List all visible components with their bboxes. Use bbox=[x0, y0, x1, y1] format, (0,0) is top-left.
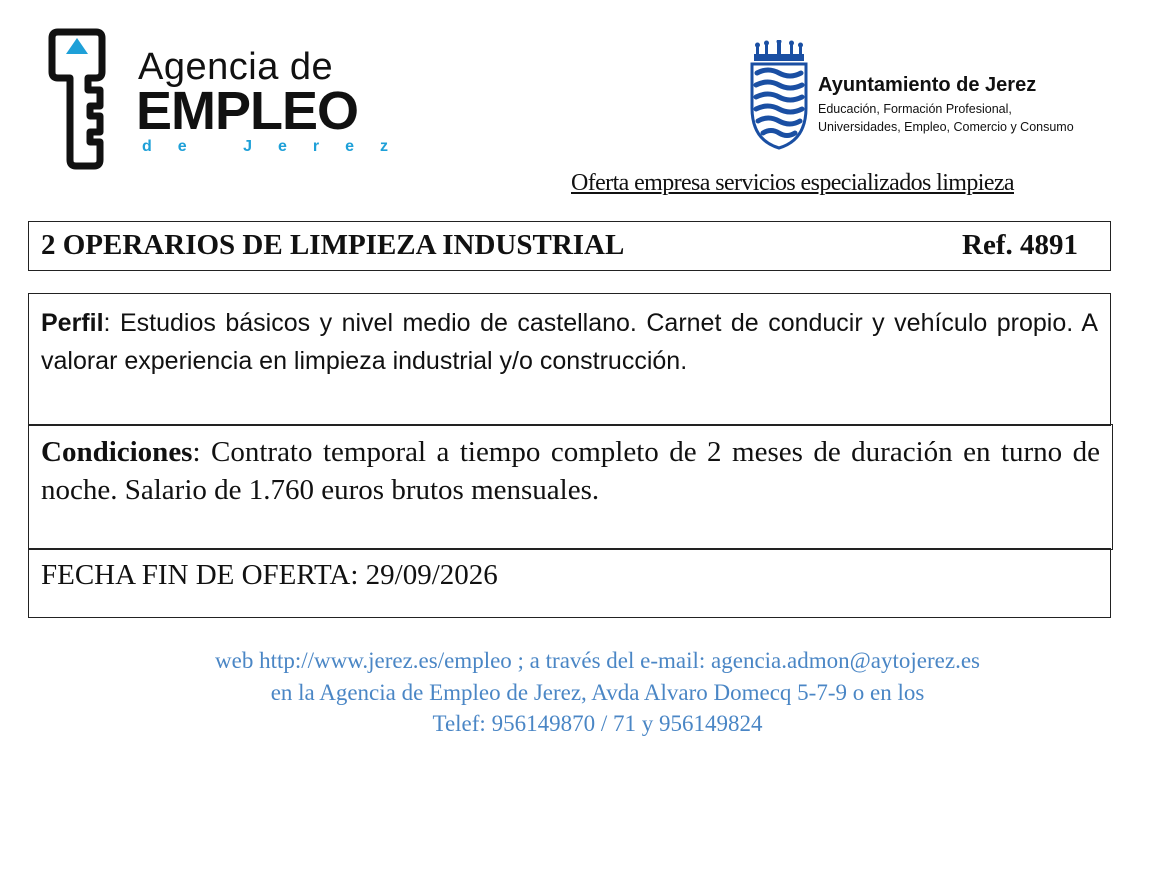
job-title: 2 OPERARIOS DE LIMPIEZA INDUSTRIAL bbox=[41, 229, 625, 261]
logo-text-empleo: EMPLEO bbox=[136, 81, 359, 141]
perfil-label: Perfil bbox=[41, 309, 104, 337]
condiciones-label: Condiciones bbox=[41, 436, 193, 468]
fecha-box bbox=[28, 548, 1111, 618]
crest-icon bbox=[748, 40, 810, 152]
logo-text-jerez: de Jerez bbox=[142, 138, 415, 155]
offer-subtitle: Oferta empresa servicios especializados limpieza bbox=[571, 170, 1014, 196]
condiciones-paragraph bbox=[41, 433, 1100, 509]
perfil-text: : Estudios básicos y nivel medio de castellano. Carnet de conducir y vehículo propio. A valorar experiencia en limpieza industrial y/o construcción. bbox=[41, 309, 1098, 375]
condiciones-text: : Contrato temporal a tiempo completo de 2 meses de duración en turno de noche. Salario de 1.760 euros brutos mensuales. bbox=[41, 436, 1100, 506]
contact-web-email: web http://www.jerez.es/empleo ; a través del e-mail: agencia.admon@aytojerez.es bbox=[215, 648, 980, 673]
ayuntamiento-sub2: Universidades, Empleo, Comercio y Consumo bbox=[818, 120, 1074, 134]
ayuntamiento-title: Ayuntamiento de Jerez bbox=[818, 74, 1037, 96]
key-icon bbox=[44, 28, 114, 174]
agencia-empleo-logo bbox=[44, 28, 415, 174]
perfil-box bbox=[28, 293, 1111, 426]
contact-phone: Telef: 956149870 / 71 y 956149824 bbox=[432, 711, 763, 736]
job-title-box bbox=[28, 221, 1111, 271]
condiciones-box bbox=[28, 424, 1113, 550]
fecha-fin-oferta: FECHA FIN DE OFERTA: 29/09/2026 bbox=[41, 559, 498, 591]
contact-address: en la Agencia de Empleo de Jerez, Avda Alvaro Domecq 5-7-9 o en los bbox=[270, 680, 925, 705]
ayuntamiento-sub1: Educación, Formación Profesional, bbox=[818, 102, 1012, 116]
perfil-paragraph bbox=[41, 304, 1098, 380]
logo-text-agencia: Agencia de bbox=[138, 46, 334, 88]
ayuntamiento-logo bbox=[744, 40, 1104, 152]
job-ref: Ref. 4891 bbox=[962, 229, 1078, 261]
